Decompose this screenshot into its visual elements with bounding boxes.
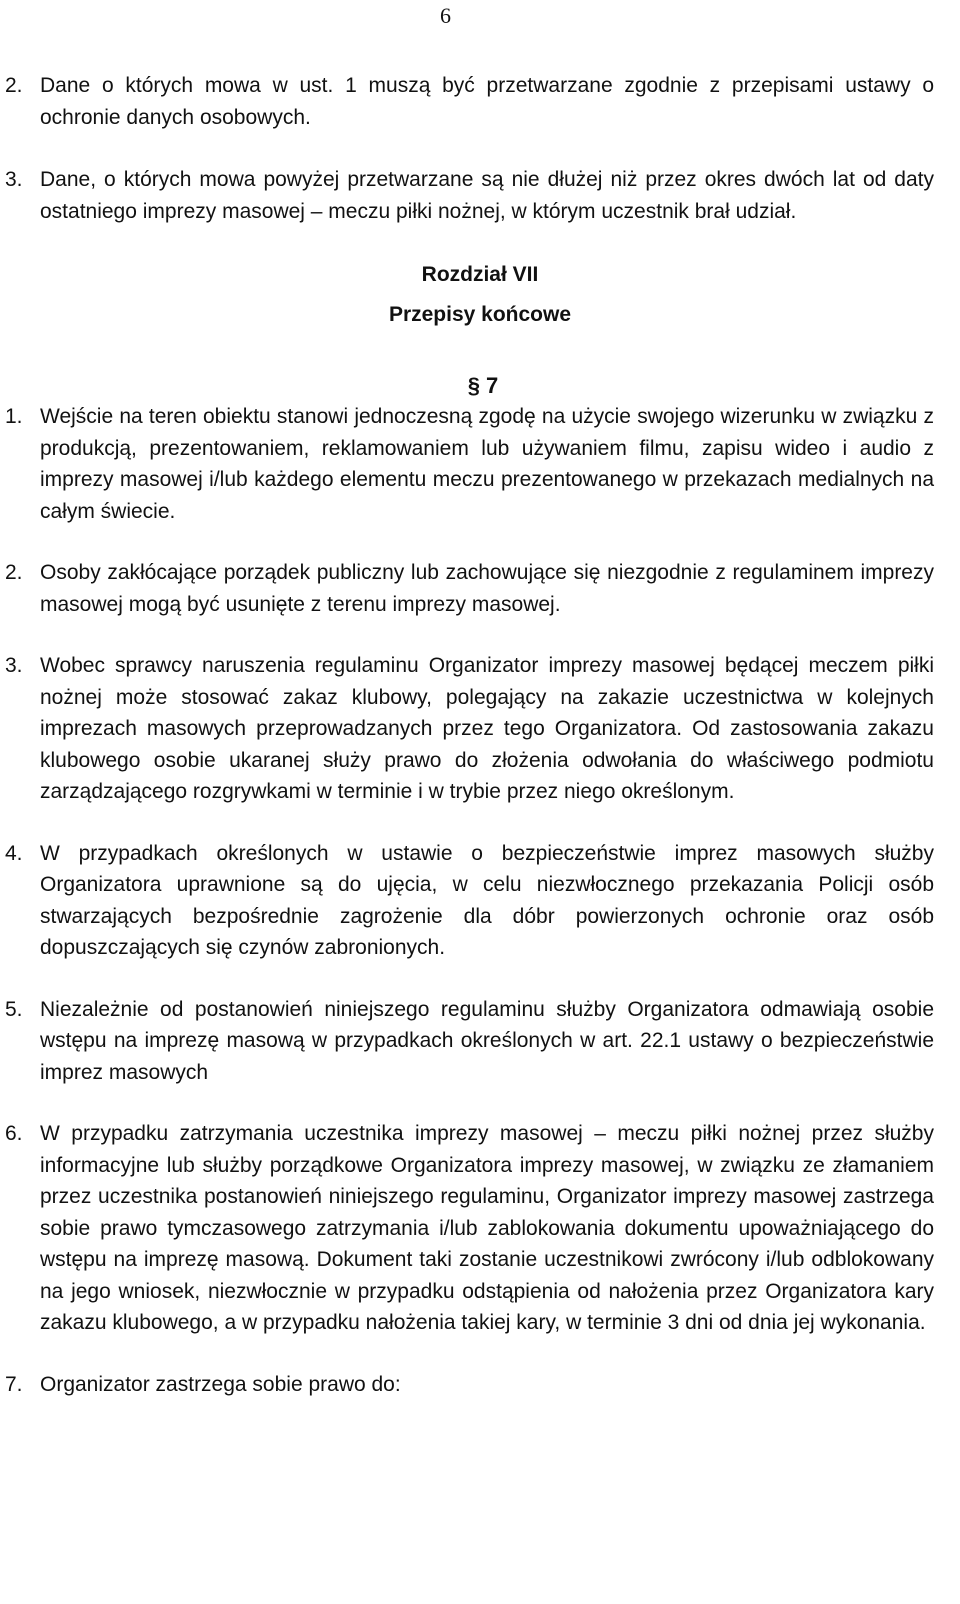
list-item xyxy=(0,164,960,227)
item-number: 2. xyxy=(5,74,23,97)
item-text: Dane o których mowa w ust. 1 muszą być przetwarzane zgodnie z przepisami ustawy o ochronie danych osobowych. xyxy=(40,74,934,129)
item-text: Dane, o których mowa powyżej przetwarzane są nie dłużej niż przez okres dwóch lat od daty ostatniego imprezy masowej – meczu piłki nożnej, w którym uczestnik brał udział. xyxy=(40,168,934,223)
list-item xyxy=(0,838,960,964)
paragraph-sign: § 7 xyxy=(467,373,499,398)
page-number: 6 xyxy=(440,3,451,28)
item-text: Wejście na teren obiektu stanowi jednoczesną zgodę na użycie swojego wizerunku w związku z produkcją, prezentowaniem, reklamowaniem lub używaniem filmu, zapisu wideo i audio z imprezy masowej i/lub każdego elementu meczu prezentowanego w przekazach medialnych na całym świecie. xyxy=(40,405,934,523)
item-number: 7. xyxy=(5,1372,23,1396)
item-number: 5. xyxy=(5,997,23,1021)
list-item xyxy=(0,1118,960,1339)
item-number: 3. xyxy=(5,654,23,677)
item-number: 3. xyxy=(5,168,23,191)
item-text: Organizator zastrzega sobie prawo do: xyxy=(40,1372,401,1396)
item-number: 1. xyxy=(5,405,23,428)
list-item xyxy=(0,70,960,133)
item-number: 4. xyxy=(5,841,23,865)
item-number: 6. xyxy=(5,1122,23,1145)
list-item xyxy=(0,401,960,527)
list-item xyxy=(0,994,960,1089)
list-item xyxy=(0,1369,960,1401)
item-number: 2. xyxy=(5,561,23,584)
document-body xyxy=(0,70,960,1430)
list-item xyxy=(0,650,960,808)
item-text: W przypadku zatrzymania uczestnika imprezy masowej – meczu piłki nożnej przez służby informacyjne lub służby porządkowe Organizatora imprezy masowej, w związku ze złamaniem przez uczestnika postanowień niniejszego regulaminu, Organizator imprezy masowej zastrzega sobie prawo tymczasowego zatrzymania i/lub zablokowania dokumentu upoważniającego do wstępu na imprezę masową. Dokument taki zostanie uczestnikowi zwrócony i/lub odblokowany na jego wniosek, niezwłocznie w przypadku odstąpienia od nałożenia przez Organizatora kary zakazu klubowego, a w przypadku nałożenia takiej kary, w terminie 3 dni od dnia jej wykonania. xyxy=(40,1122,934,1334)
item-text: Wobec sprawcy naruszenia regulaminu Organizator imprezy masowej będącej meczem piłki nożnej może stosować zakaz klubowy, polegający na zakazie uczestnictwa w kolejnych imprezach masowych przeprowadzanych przez tego Organizatora. Od zastosowania zakazu klubowego osobie ukaranej służy prawo do złożenia odwołania do właściwego podmiotu zarządzającego rozgrywkami w terminie i w trybie przez niego określonym. xyxy=(40,654,934,803)
list-item xyxy=(0,557,960,620)
chapter-number: Rozdział VII xyxy=(421,263,539,286)
item-text: W przypadkach określonych w ustawie o bezpieczeństwie imprez masowych służby Organizatora uprawnione są do ujęcia, w celu niezwłocznego przekazania Policji osób stwarzających bezpośrednie zagrożenie dla dóbr powierzonych ochronie oraz osób dopuszczających się czynów zabronionych. xyxy=(40,841,934,959)
item-text: Osoby zakłócające porządek publiczny lub zachowujące się niezgodnie z regulaminem imprezy masowej mogą być usunięte z terenu imprezy masowej. xyxy=(40,561,934,616)
item-text: Niezależnie od postanowień niniejszego regulaminu służby Organizatora odmawiają osobie wstępu na imprezę masową w przypadkach określonych w art. 22.1 ustawy o bezpieczeństwie imprez masowych xyxy=(40,997,934,1084)
chapter-title: Przepisy końcowe xyxy=(388,303,572,326)
